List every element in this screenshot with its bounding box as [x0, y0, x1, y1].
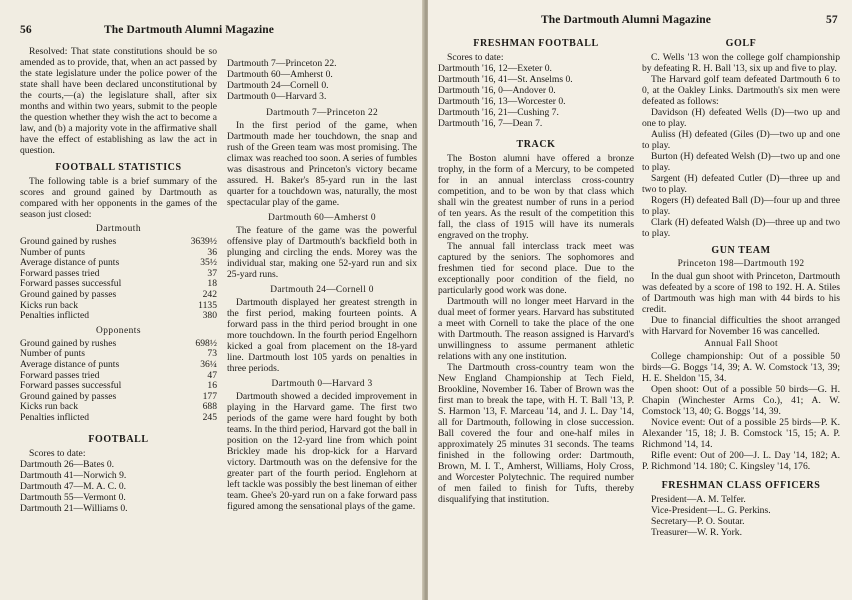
golf-heading: GOLF	[725, 38, 757, 49]
harvard-game-text: Dartmouth showed a decided improvement in playing in the Harvard game. The first two periods of the game were hard fought by both teams. In the third period, Harvard got the ball in position on the 12-yard line from which point Brickley made his drop-kick for a Harvard victory. Dartmouth was on the defensive for the greater part of the fourth period. Englehorn at left tackle was possibly the best lineman of either team. Ghee's 20-yard run on a fake forward pass figured among the sensational plays of the game.	[227, 391, 417, 512]
gun-team-paragraph: In the dual gun shoot with Princeton, Dartmouth was defeated by a score of 198 to 192. H. A. Stiles of Dartmouth was high man with 44 birds to his credit.	[642, 271, 840, 315]
table-row: Average distance of punts 36¼	[20, 358, 217, 370]
golf-paragraph: C. Wells '13 won the college golf championship by defeating R. H. Ball '13, six up and five to play.	[642, 52, 840, 74]
left-column-2	[227, 58, 417, 512]
golf-result: Auliss (H) defeated (Giles (D)—two up and one to play.	[642, 129, 840, 151]
score-line: Dartmouth 7—Princeton 22.	[227, 58, 337, 69]
table-row: Number of punts 73	[20, 348, 217, 360]
scores-label: Scores to date:	[29, 447, 86, 459]
table-row: Average distance of punts 35½	[20, 257, 217, 269]
officer-line: President—A. M. Telfer.	[651, 494, 746, 505]
officer-line: Secretary—P. O. Soutar.	[651, 516, 745, 527]
dartmouth-stats-heading: Dartmouth	[95, 224, 142, 234]
table-row: Forward passes tried 47	[20, 369, 217, 381]
harvard-game-heading: Dartmouth 0—Harvard 3	[271, 379, 373, 389]
opponents-stats-table	[20, 339, 217, 424]
fall-shoot-paragraph: Open shoot: Out of a possible 50 birds—G. H. Chapin (Winchester Arms Co.), 41; A. W. Comstock '13, 40; G. Boggs '14, 39.	[642, 384, 840, 417]
table-row: Ground gained by rushes 3639½	[20, 236, 217, 247]
princeton-game-text: In the first period of the game, when Dartmouth made her touchdown, the snap and rush of the Green team was most promising. The climax was reached too soon. A series of fumbles was disastrous and Princeton's victory became assured. H. Baker's 85-yard run in the last quarter for a touchdown was, naturally, the most spectacular play of the game.	[227, 120, 417, 208]
score-line: Dartmouth 60—Amherst 0.	[227, 69, 333, 80]
amherst-game-text: The feature of the game was the powerful offensive play of Dartmouth's backfield both in plunging and circling the ends. Morey was the individual star, making one 52-yard run and six 25-yard runs.	[227, 225, 417, 280]
table-row: Penalties inflicted 245	[20, 411, 217, 423]
score-line: Dartmouth '16, 0—Andover 0.	[438, 85, 556, 96]
table-row: Forward passes tried 37	[20, 267, 217, 279]
table-row: Ground gained by passes 242	[20, 288, 217, 300]
golf-result: Burton (H) defeated Welsh (D)—two up and one to play.	[642, 151, 840, 173]
table-row: Ground gained by passes 177	[20, 390, 217, 402]
cornell-game-heading: Dartmouth 24—Cornell 0	[270, 285, 374, 295]
track-paragraph: Dartmouth will no longer meet Harvard in the dual meet of former years. Harvard has substituted a meet with Cornell to take the place of the one with Dartmouth. The reason assigned is Harvard's unwillingness to assume permanent athletic relations with any one institution.	[438, 296, 634, 362]
score-line: Dartmouth 24—Cornell 0.	[227, 80, 329, 91]
score-line: Dartmouth '16, 21—Cushing 7.	[438, 107, 559, 118]
freshman-class-officers-heading: FRESHMAN CLASS OFFICERS	[661, 480, 821, 491]
track-paragraph: The annual fall interclass track meet was captured by the seniors. The sophomores and freshmen tied for second place. Due to the exceptionally poor condition of the field, no particularly good work was done.	[438, 241, 634, 296]
opponents-stats-heading: Opponents	[95, 325, 142, 336]
freshman-scores-label: Scores to date:	[447, 52, 504, 63]
left-page-number: 56	[20, 24, 32, 36]
score-line: Dartmouth 21—Williams 0.	[20, 502, 128, 514]
gun-team-paragraph: Due to financial difficulties the shoot arranged with Harvard for November 16 was cancelled.	[642, 315, 840, 337]
table-row: Forward passes successful 16	[20, 380, 217, 392]
table-row: Forward passes successful 18	[20, 278, 217, 290]
annual-fall-shoot-heading: Annual Fall Shoot	[704, 339, 778, 349]
left-page	[0, 0, 424, 600]
golf-result: Davidson (H) defeated Wells (D)—two up and one to play.	[642, 107, 840, 129]
score-line: Dartmouth '16, 13—Worcester 0.	[438, 96, 566, 107]
statistics-intro: The following table is a brief summary of the scores and ground gained by Dartmouth as compared with her opponents in the games of the season just closed:	[20, 176, 217, 220]
right-column-1	[438, 34, 634, 505]
score-line: Dartmouth '16, 7—Dean 7.	[438, 118, 543, 129]
score-line: Dartmouth 55—Vermont 0.	[20, 491, 126, 503]
score-line: Dartmouth 41—Norwich 9.	[20, 469, 127, 481]
track-paragraph: The Boston alumni have offered a bronze trophy, in the form of a Mercury, to be competed for in an annual interclass cross-country competition, and to be won by that class which shall win the greatest number of runs in a period of ten years. As the result of the competition this fall, the class of 1915 will have its numerals engraved on the trophy.	[438, 153, 634, 241]
fall-shoot-paragraph: College championship: Out of a possible 50 birds—G. Boggs '14, 39; A. W. Comstock '13, 39; H. E. Sheldon '15, 34.	[642, 351, 840, 384]
golf-paragraph: The Harvard golf team defeated Dartmouth 6 to 0, at the Oakley Links. Dartmouth's six men were defeated as follows:	[642, 74, 840, 107]
table-row: Penalties inflicted 380	[20, 310, 217, 322]
right-page	[428, 0, 852, 600]
golf-result: Rogers (H) defeated Ball (D)—four up and three to play.	[642, 195, 840, 217]
track-paragraph: The Dartmouth cross-country team won the New England Championship at Tech Field, Brookline, November 16. Taber of Brown was the first man to break the tape, with H. T. Ball '13, P. S. Harmon '13, F. Marceau '14, and J. L. Day '14, all for Dartmouth, following in close succession. Ball covered the four and one-half miles in approximately 25 minutes 31 seconds. The teams finished in the following order: Dartmouth, Brown, M. I. T., Amherst, Williams, Holy Cross, and Worcester Polytechnic. The required number of men failed to finish for Tufts, thereby disqualifying that institution.	[438, 362, 634, 505]
gun-team-heading: GUN TEAM	[711, 245, 771, 256]
princeton-game-heading: Dartmouth 7—Princeton 22	[266, 108, 378, 118]
table-row: Ground gained by rushes 698½	[20, 337, 217, 349]
left-running-head: The Dartmouth Alumni Magazine	[104, 24, 274, 36]
freshman-football-heading: FRESHMAN FOOTBALL	[473, 38, 599, 49]
score-line: Dartmouth '16, 12—Exeter 0.	[438, 63, 552, 74]
officer-line: Treasurer—W. R. York.	[651, 527, 742, 538]
football-statistics-heading: FOOTBALL STATISTICS	[55, 162, 182, 173]
golf-result: Clark (H) defeated Walsh (D)—three up and two to play.	[642, 217, 840, 239]
gun-team-subheading: Princeton 198—Dartmouth 192	[677, 259, 805, 269]
score-line: Dartmouth 47—M. A. C. 0.	[20, 480, 127, 492]
officer-line: Vice-President—L. G. Perkins.	[651, 505, 771, 516]
cornell-game-text: Dartmouth displayed her greatest strength in the first period, making fourteen points. A forward pass in the third period brought in one more touchdown. In the fourth period Engelhorn kicked a goal from placement on the 18-yard line. Dartmouth lost 105 yards on penalties in three periods.	[227, 297, 417, 374]
track-heading: TRACK	[516, 139, 556, 150]
left-column-1	[20, 46, 217, 514]
fall-shoot-paragraph: Rifle event: Out of 200—J. L. Day '14, 182; A. P. Richmond '14. 180; C. Kingsley '14, 176.	[642, 450, 840, 472]
right-column-2	[642, 34, 840, 538]
dartmouth-stats-table	[20, 237, 217, 322]
football-heading: FOOTBALL	[88, 433, 149, 445]
table-row: Number of punts 36	[20, 246, 217, 258]
score-line: Dartmouth 26—Bates 0.	[20, 458, 115, 470]
resolution-text: Resolved: That state constitutions should be so amended as to provide, that, when an act passed by the state legislature under the police power of the state shall have been declared unconstitutional by the courts,—(a) the legislature shall, after six months and within two years, submit to the people the question whether they wish the act to become a law, and (b) a majority vote in the affirmative shall have the effect of establishing as law the act in question.	[20, 46, 217, 156]
score-line: Dartmouth 0—Harvard 3.	[227, 91, 327, 102]
right-page-number: 57	[826, 14, 838, 26]
right-running-head: The Dartmouth Alumni Magazine	[541, 14, 711, 26]
table-row: Kicks run back 688	[20, 401, 217, 413]
golf-result: Sargent (H) defeated Cutler (D)—three up and two to play.	[642, 173, 840, 195]
table-row: Kicks run back 1135	[20, 299, 217, 311]
amherst-game-heading: Dartmouth 60—Amherst 0	[268, 213, 376, 223]
score-line: Dartmouth '16, 41—St. Anselms 0.	[438, 74, 573, 85]
fall-shoot-paragraph: Novice event: Out of a possible 25 birds—P. K. Alexander '15, 18; J. B. Comstock '15, 15; A. P. Richmond '14, 14.	[642, 417, 840, 450]
